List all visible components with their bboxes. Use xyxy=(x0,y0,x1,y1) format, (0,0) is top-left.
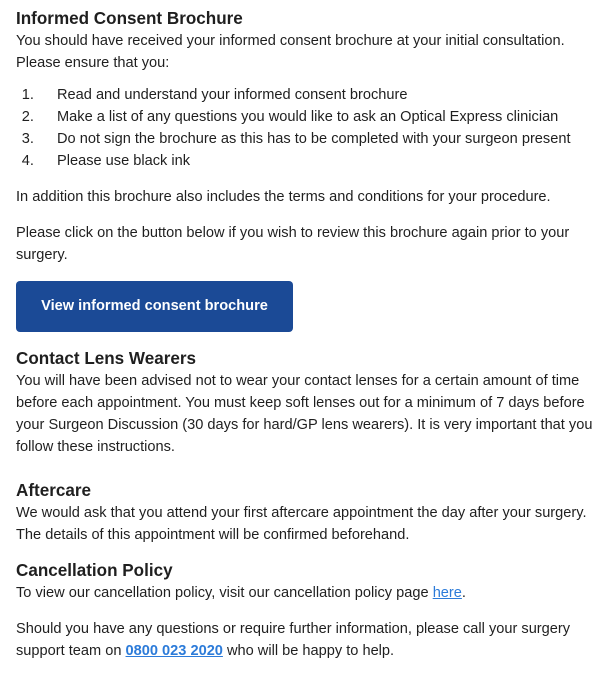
consent-steps-list xyxy=(16,84,599,172)
consent-step: 1. Read and understand your informed consent brochure xyxy=(38,84,599,106)
button-row xyxy=(16,281,599,332)
consent-step: 2. Make a list of any questions you would like to ask an Optical Express clinician xyxy=(38,106,599,128)
phone-number-link[interactable]: 0800 023 2020 xyxy=(125,643,223,659)
cancellation-policy-link[interactable]: here xyxy=(432,585,462,601)
consent-review-text: Please click on the button below if you wish to review this brochure again prior to your surgery. xyxy=(16,225,570,263)
consent-section xyxy=(16,8,599,332)
view-consent-brochure-button[interactable]: View informed consent brochure xyxy=(16,281,293,332)
cancellation-section xyxy=(16,560,599,604)
cancellation-text-prefix: To view our cancellation policy, visit our cancellation policy page xyxy=(16,585,433,601)
contact-text xyxy=(16,618,586,662)
cancellation-text xyxy=(16,582,599,604)
consent-terms-text: In addition this brochure also includes the terms and conditions for your procedure. xyxy=(16,189,551,205)
aftercare-section xyxy=(16,480,599,546)
contact-text-prefix: Should you have any questions or require further information, please call your surgery support team on xyxy=(16,621,571,659)
contact-lens-heading: Contact Lens Wearers xyxy=(16,349,197,368)
aftercare-text: We would ask that you attend your first aftercare appointment the day after your surgery. The details of this appointment will be confirmed beforehand. xyxy=(16,505,587,543)
aftercare-heading: Aftercare xyxy=(16,481,91,500)
contact-lens-section xyxy=(16,348,599,458)
consent-step: 3. Do not sign the brochure as this has to be completed with your surgeon present xyxy=(38,128,599,150)
consent-step: 4. Please use black ink xyxy=(38,150,599,172)
cancellation-text-suffix: . xyxy=(461,585,466,601)
cancellation-heading: Cancellation Policy xyxy=(16,561,173,580)
consent-intro: You should have received your informed consent brochure at your initial consultation. Please ensure that you: xyxy=(16,33,565,71)
contact-lens-text: You will have been advised not to wear your contact lenses for a certain amount of time before each appointment. You must keep soft lenses out for a minimum of 7 days before your Surgeon Discussion (30 days for hard/GP lens wearers). It is very important that you follow these instructions. xyxy=(16,373,593,455)
contact-text-suffix: who will be happy to help. xyxy=(222,643,395,659)
consent-heading: Informed Consent Brochure xyxy=(16,9,243,28)
